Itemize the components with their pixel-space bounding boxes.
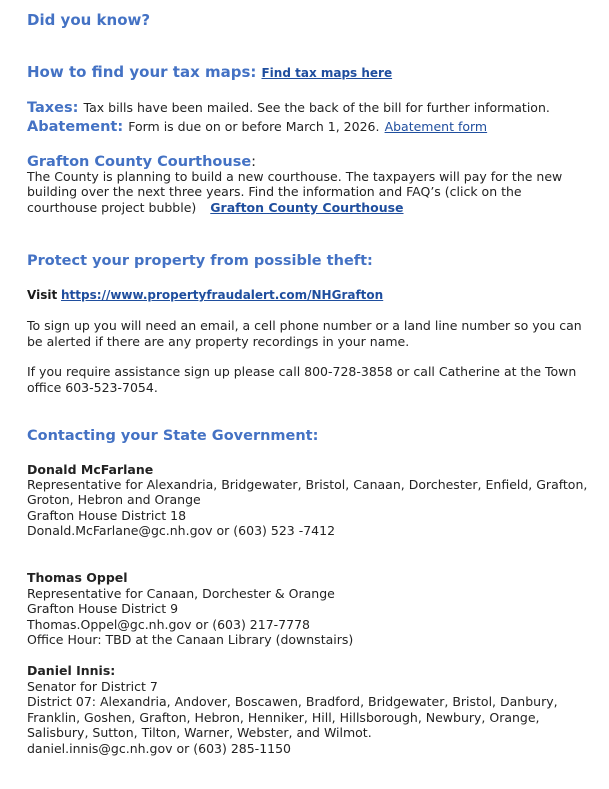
signup-line-1: To sign up you will need an email, a cell phone number or a land line number so you can bbox=[27, 318, 582, 333]
rep-line: Senator for District 7 bbox=[27, 679, 158, 694]
rep-line: Donald.McFarlane@gc.nh.gov or (603) 523 -7412 bbox=[27, 523, 336, 538]
courthouse-line-3: courthouse project bubble) bbox=[27, 200, 197, 215]
tax-maps-heading: How to find your tax maps: bbox=[27, 63, 257, 81]
courthouse-heading: Grafton County Courthouse bbox=[27, 154, 252, 170]
abatement-text: Form is due on or before March 1, 2026. bbox=[128, 119, 380, 134]
rep-line: Franklin, Goshen, Grafton, Hebron, Henniker, Hill, Hillsborough, Newbury, Orange, bbox=[27, 710, 540, 725]
assist-line-2: office 603-523-7054. bbox=[27, 380, 158, 395]
courthouse-colon: : bbox=[251, 154, 257, 170]
contact-heading: Contacting your State Government: bbox=[27, 428, 319, 444]
tax-maps-row bbox=[27, 62, 392, 81]
rep-line: Groton, Hebron and Orange bbox=[27, 492, 201, 507]
assist-line-1: If you require assistance sign up please call 800-728-3858 or call Catherine at the Town bbox=[27, 364, 577, 379]
courthouse-line-2: building over the next three years. Find the information and FAQ’s (click on the bbox=[27, 184, 522, 199]
abatement-label: Abatement: bbox=[27, 119, 124, 135]
protect-heading: Protect your property from possible theft: bbox=[27, 253, 373, 269]
rep-name: Daniel Innis: bbox=[27, 663, 116, 678]
courthouse-link[interactable]: Grafton County Courthouse bbox=[210, 200, 404, 215]
courthouse-heading-row bbox=[27, 151, 256, 170]
rep-name: Donald McFarlane bbox=[27, 462, 154, 477]
taxes-text: Tax bills have been mailed. See the back of the bill for further information. bbox=[83, 100, 550, 115]
property-fraud-link[interactable]: https://www.propertyfraudalert.com/NHGrafton bbox=[61, 288, 384, 302]
rep-line: Thomas.Oppel@gc.nh.gov or (603) 217-7778 bbox=[27, 617, 310, 632]
rep-line: Representative for Alexandria, Bridgewater, Bristol, Canaan, Dorchester, Enfield, Grafton, bbox=[27, 477, 588, 492]
rep-line: Office Hour: TBD at the Canaan Library (downstairs) bbox=[27, 632, 354, 647]
abatement-row bbox=[27, 116, 487, 135]
rep-line: Salisbury, Sutton, Tilton, Warner, Webster, and Wilmot. bbox=[27, 725, 372, 740]
tax-maps-link[interactable]: Find tax maps here bbox=[261, 66, 393, 80]
visit-row bbox=[27, 288, 383, 302]
rep-line: daniel.innis@gc.nh.gov or (603) 285-1150 bbox=[27, 741, 292, 756]
taxes-label: Taxes: bbox=[27, 100, 79, 116]
courthouse-line-1: The County is planning to build a new courthouse. The taxpayers will pay for the new bbox=[27, 169, 563, 184]
rep-line: Grafton House District 9 bbox=[27, 601, 179, 616]
visit-label: Visit bbox=[27, 288, 58, 302]
rep-line: Grafton House District 18 bbox=[27, 508, 187, 523]
rep-name: Thomas Oppel bbox=[27, 570, 128, 585]
abatement-form-link[interactable]: Abatement form bbox=[384, 119, 488, 134]
rep-line: District 07: Alexandria, Andover, Boscawen, Bradford, Bridgewater, Bristol, Danbury, bbox=[27, 694, 558, 709]
rep-line: Representative for Canaan, Dorchester & Orange bbox=[27, 586, 335, 601]
signup-line-2: be alerted if there are any property recordings in your name. bbox=[27, 334, 410, 349]
taxes-row bbox=[27, 97, 550, 116]
did-you-know-heading: Did you know? bbox=[27, 11, 151, 29]
courthouse-line-3-row bbox=[27, 200, 404, 216]
